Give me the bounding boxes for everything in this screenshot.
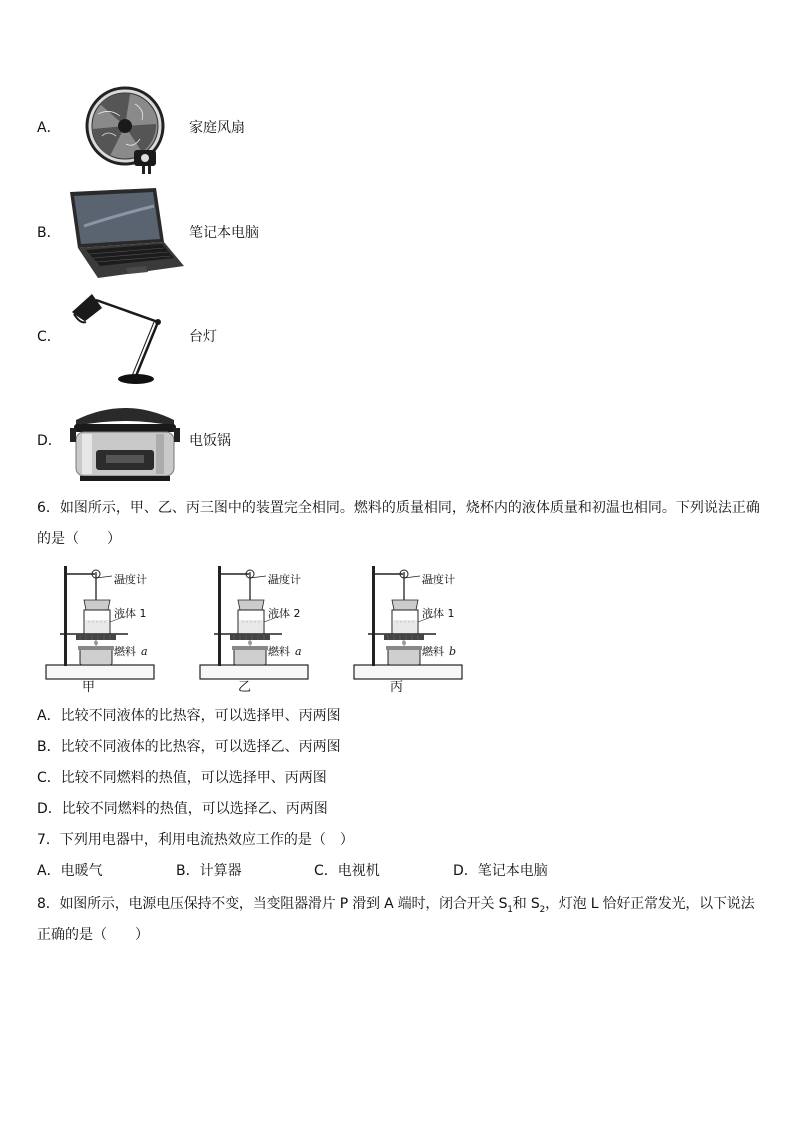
apparatus-jia xyxy=(40,560,165,700)
laptop-icon xyxy=(64,186,186,282)
figure-caption-bing: 丙 xyxy=(390,680,404,695)
thermometer-label: 温度计 xyxy=(268,573,301,586)
option-c-letter: C． xyxy=(37,329,61,345)
q7-option-b: B．计算器 xyxy=(176,863,242,879)
q6-option-b: B．比较不同液体的比热容，可以选择乙、丙两图 xyxy=(37,739,341,755)
q6-stem-line2: 的是（ ） xyxy=(37,531,121,547)
q7-option-a: A．电暖气 xyxy=(37,863,103,879)
q7-option-c: C．电视机 xyxy=(314,863,380,879)
q7-option-d: D．笔记本电脑 xyxy=(453,863,548,879)
option-b-letter: B． xyxy=(37,225,61,241)
option-a-letter: A． xyxy=(37,120,61,136)
q8-sub-1: 1 xyxy=(507,904,513,915)
liquid-label: 液体 2 xyxy=(268,607,301,620)
option-c-label: 台灯 xyxy=(189,329,217,345)
q8-stem-line1 xyxy=(37,895,754,919)
q6-option-d: D．比较不同燃料的热值，可以选择乙、丙两图 xyxy=(37,801,328,817)
rice-cooker-icon xyxy=(70,398,180,484)
q6-stem-line1: 6．如图所示，甲、乙、丙三图中的装置完全相同。燃料的质量相同，烧杯内的液体质量和初温也相同。下列说法正确 xyxy=(37,500,760,516)
fuel-letter: a xyxy=(141,645,148,658)
q8-sub-2: 2 xyxy=(539,904,546,915)
option-d-letter: D． xyxy=(37,433,62,449)
q7-stem: 7．下列用电器中，利用电流热效应工作的是（ ） xyxy=(37,832,354,848)
q8-stem-part-c: ，灯泡 L 恰好正常发光，以下说法 xyxy=(545,896,755,912)
option-d-label: 电饭锅 xyxy=(189,433,231,449)
option-b-label: 笔记本电脑 xyxy=(189,225,259,241)
liquid-label: 液体 1 xyxy=(422,607,455,620)
apparatus-yi xyxy=(194,560,319,700)
thermometer-label: 温度计 xyxy=(114,573,147,586)
option-a-label: 家庭风扇 xyxy=(189,120,245,136)
fuel-label: 燃料 xyxy=(114,645,136,658)
figure-caption-yi: 乙 xyxy=(238,680,252,695)
apparatus-bing xyxy=(348,560,473,700)
q8-stem-line2: 正确的是（ ） xyxy=(37,927,149,943)
thermometer-label: 温度计 xyxy=(422,573,455,586)
wall-fan-icon xyxy=(80,84,175,176)
fuel-letter: a xyxy=(295,645,302,658)
q6-option-c: C．比较不同燃料的热值，可以选择甲、丙两图 xyxy=(37,770,327,786)
figure-caption-jia: 甲 xyxy=(82,680,96,695)
q8-stem-part-b: 和 S xyxy=(512,896,540,912)
desk-lamp-icon xyxy=(70,288,170,386)
q6-option-a: A．比较不同液体的比热容，可以选择甲、丙两图 xyxy=(37,708,341,724)
fuel-label: 燃料 xyxy=(422,645,444,658)
fuel-label: 燃料 xyxy=(268,645,290,658)
fuel-letter: b xyxy=(449,645,457,658)
q8-stem-part-a: 8．如图所示，电源电压保持不变，当变阻器滑片 P 滑到 A 端时，闭合开关 S xyxy=(37,896,508,912)
liquid-label: 液体 1 xyxy=(114,607,147,620)
